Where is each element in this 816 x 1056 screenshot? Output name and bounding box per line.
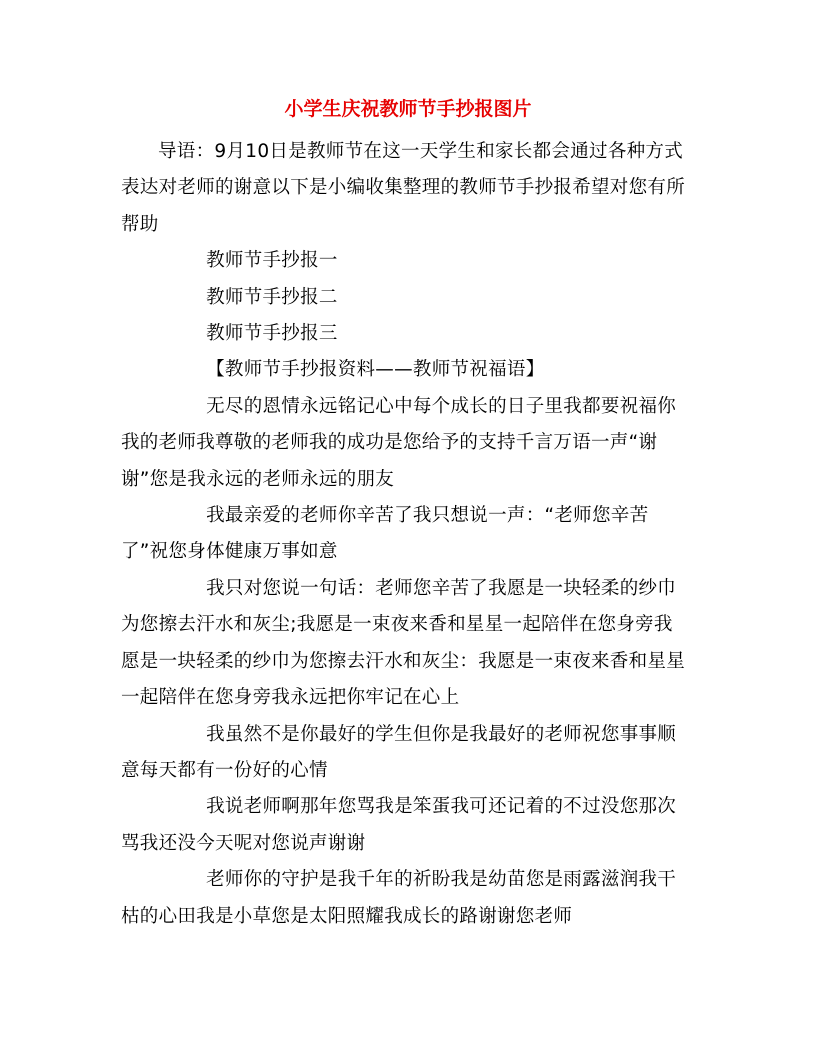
page-title: 小学生庆祝教师节手抄报图片 — [284, 98, 532, 120]
blessing-paragraph-3: 我只对您说一句话：老师您辛苦了我愿是一块轻柔的纱巾为您擦去汗水和灰尘;我愿是一束夜来香和星星一起陪伴在您身旁我愿是一块轻柔的纱巾为您擦去汗水和灰尘：我愿是一束夜来香和星星一起陪伴在您身旁我永远把你牢记在心上 — [121, 577, 686, 709]
list-item-link-1: 教师节手抄报一 — [206, 250, 338, 272]
blessing-paragraph-1: 无尽的恩情永远铭记心中每个成长的日子里我都要祝福你我的老师我尊敬的老师我的成功是您给予的支持千言万语一声“谢谢”您是我永远的老师永远的朋友 — [121, 395, 677, 490]
list-item-link-2: 教师节手抄报二 — [206, 286, 338, 308]
blessing-paragraph-5: 我说老师啊那年您骂我是笨蛋我可还记着的不过没您那次骂我还没今天呢对您说声谢谢 — [121, 796, 677, 854]
document-body — [121, 134, 691, 935]
blessing-paragraph-6: 老师你的守护是我千年的祈盼我是幼苗您是雨露滋润我干枯的心田我是小草您是太阳照耀我成长的路谢谢您老师 — [121, 869, 677, 927]
blessing-paragraph-4: 我虽然不是你最好的学生但你是我最好的老师祝您事事顺意每天都有一份好的心情 — [121, 723, 677, 781]
section-heading: 【教师节手抄报资料——教师节祝福语】 — [206, 359, 545, 381]
blessing-paragraph-2: 我最亲爱的老师你辛苦了我只想说一声：“老师您辛苦了”祝您身体健康万事如意 — [121, 505, 649, 563]
intro-paragraph: 导语：9月10日是教师节在这一天学生和家长都会通过各种方式表达对老师的谢意以下是小编收集整理的教师节手抄报希望对您有所帮助 — [121, 141, 686, 235]
list-item-link-3: 教师节手抄报三 — [206, 323, 338, 345]
